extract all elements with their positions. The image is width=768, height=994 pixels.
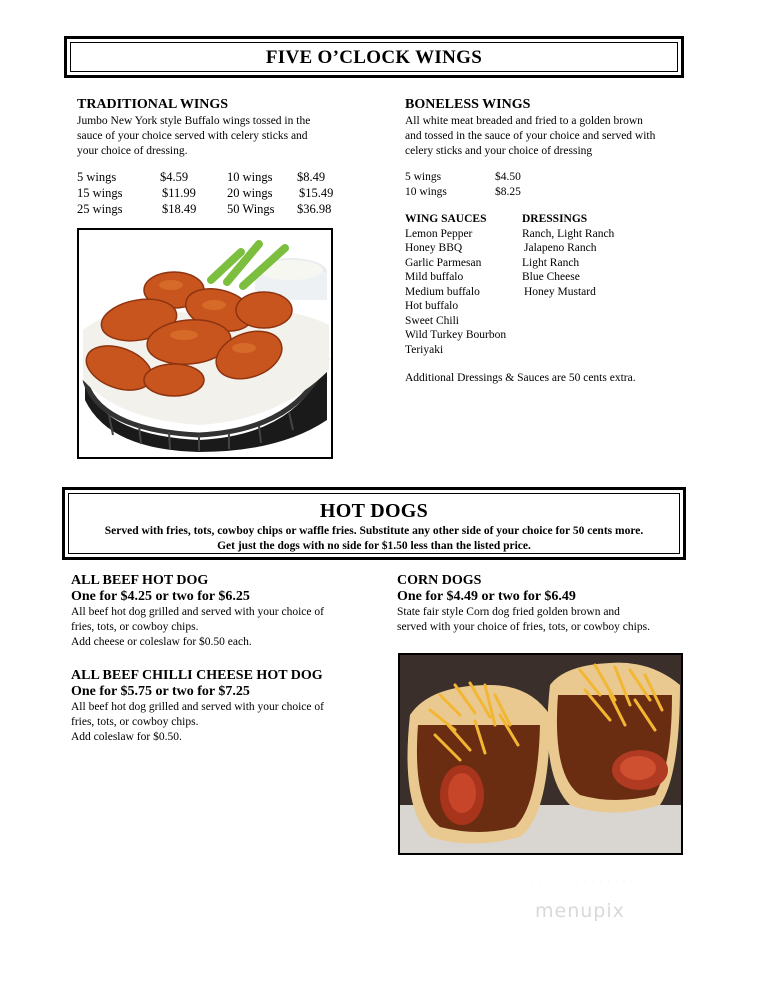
- hotdogs-banner-subtitle-2: Get just the dogs with no side for $1.50 less than the listed price.: [217, 540, 531, 552]
- sauce-item: Honey BBQ: [405, 242, 463, 254]
- hotdogs-banner: [62, 487, 686, 560]
- sauce-item: Medium buffalo: [405, 285, 480, 298]
- sauce-row: [405, 270, 705, 285]
- sauce-item: Teriyaki: [405, 343, 444, 356]
- hotdogs-banner-subtitle-1: Served with fries, tots, cowboy chips or waffle fries. Substitute any other side of your choice for 50 cents more.: [104, 525, 644, 537]
- corn-dogs-price: One for $4.49 or two for $6.49: [397, 589, 576, 604]
- additional-charges-note: Additional Dressings & Sauces are 50 cents extra.: [405, 372, 636, 384]
- sauces-dressings-table: [405, 212, 705, 357]
- beef-hotdog-price: One for $4.25 or two for $6.25: [71, 589, 250, 604]
- sauce-row: [405, 285, 705, 300]
- chilli-cheese-hotdog-description: All beef hot dog grilled and served with your choice of fries, tots, or cowboy chips. Add coleslaw for $0.50.: [71, 701, 324, 743]
- sauce-row: [405, 328, 705, 343]
- chili-dogs-image: [400, 655, 681, 853]
- wings-photo: [77, 228, 333, 459]
- sauce-item: Sweet Chili: [405, 314, 459, 327]
- sauce-row: [405, 241, 705, 256]
- sauce-row: [405, 227, 705, 242]
- dressings-header: DRESSINGS: [522, 213, 588, 225]
- wing-sauces-header: WING SAUCES: [405, 213, 487, 225]
- boneless-wings-price-table: [405, 170, 705, 199]
- sauce-item: Wild Turkey Bourbon: [405, 329, 507, 341]
- chilli-cheese-hotdog-section: [71, 668, 391, 745]
- wings-banner-title: FIVE O’CLOCK WINGS: [265, 47, 483, 68]
- traditional-wings-section: [77, 97, 377, 217]
- wings-basket-image: [79, 230, 331, 457]
- sauce-item: Hot buffalo: [405, 300, 459, 312]
- beef-hotdog-heading: ALL BEEF HOT DOG: [71, 573, 209, 588]
- sauce-row: [405, 343, 705, 358]
- dressing-item: Jalapeno Ranch: [524, 242, 597, 254]
- traditional-wings-description: Jumbo New York style Buffalo wings tossed in the sauce of your choice served with celery sticks and your choice of dressing.: [77, 115, 311, 157]
- wings-banner: [64, 36, 684, 78]
- watermark-faint-text: · · · · · · · · · · · · · ·: [530, 878, 635, 888]
- menupix-watermark: menupix: [535, 900, 625, 922]
- sauce-item: Mild buffalo: [405, 271, 464, 283]
- sauces-dressings-header: [405, 212, 705, 227]
- beef-hotdog-section: [71, 573, 381, 650]
- corn-dogs-description: State fair style Corn dog fried golden brown and served with your choice of fries, tots, or cowboy chips.: [397, 606, 650, 633]
- dressing-item: Light Ranch: [522, 256, 580, 269]
- chili-dogs-photo: [398, 653, 683, 855]
- sauce-row: [405, 299, 705, 314]
- corn-dogs-section: [397, 573, 707, 635]
- price-row: 15 wings $11.99 20 wings $15.49: [77, 186, 334, 200]
- price-row: 25 wings $18.49 50 Wings $36.98: [77, 202, 332, 216]
- boneless-wings-heading: BONELESS WINGS: [405, 97, 531, 112]
- beef-hotdog-description: All beef hot dog grilled and served with your choice of fries, tots, or cowboy chips. Add cheese or coleslaw for $0.50 each.: [71, 606, 324, 648]
- price-row: 5 wings $4.59 10 wings $8.49: [77, 170, 326, 184]
- sauce-item: Garlic Parmesan: [405, 256, 482, 269]
- traditional-wings-heading: TRADITIONAL WINGS: [77, 97, 229, 112]
- dressing-item: Blue Cheese: [522, 271, 580, 283]
- sauce-item: Lemon Pepper: [405, 227, 473, 240]
- price-row: 5 wings $4.50: [405, 171, 521, 183]
- price-row: 10 wings $8.25: [405, 185, 521, 198]
- sauce-row: [405, 256, 705, 271]
- chilli-cheese-hotdog-price: One for $5.75 or two for $7.25: [71, 684, 250, 699]
- dressing-item: Honey Mustard: [524, 285, 596, 298]
- dressing-item: Ranch, Light Ranch: [522, 227, 615, 240]
- traditional-wings-price-table: [77, 169, 377, 217]
- chilli-cheese-hotdog-heading: ALL BEEF CHILLI CHEESE HOT DOG: [71, 668, 323, 683]
- boneless-wings-section: [405, 97, 705, 199]
- sauce-row: [405, 314, 705, 329]
- corn-dogs-heading: CORN DOGS: [397, 573, 482, 588]
- boneless-wings-description: All white meat breaded and fried to a golden brown and tossed in the sauce of your choice and served with celery sticks and your choice of dressing: [405, 115, 656, 157]
- hotdogs-banner-title: HOT DOGS: [319, 500, 429, 522]
